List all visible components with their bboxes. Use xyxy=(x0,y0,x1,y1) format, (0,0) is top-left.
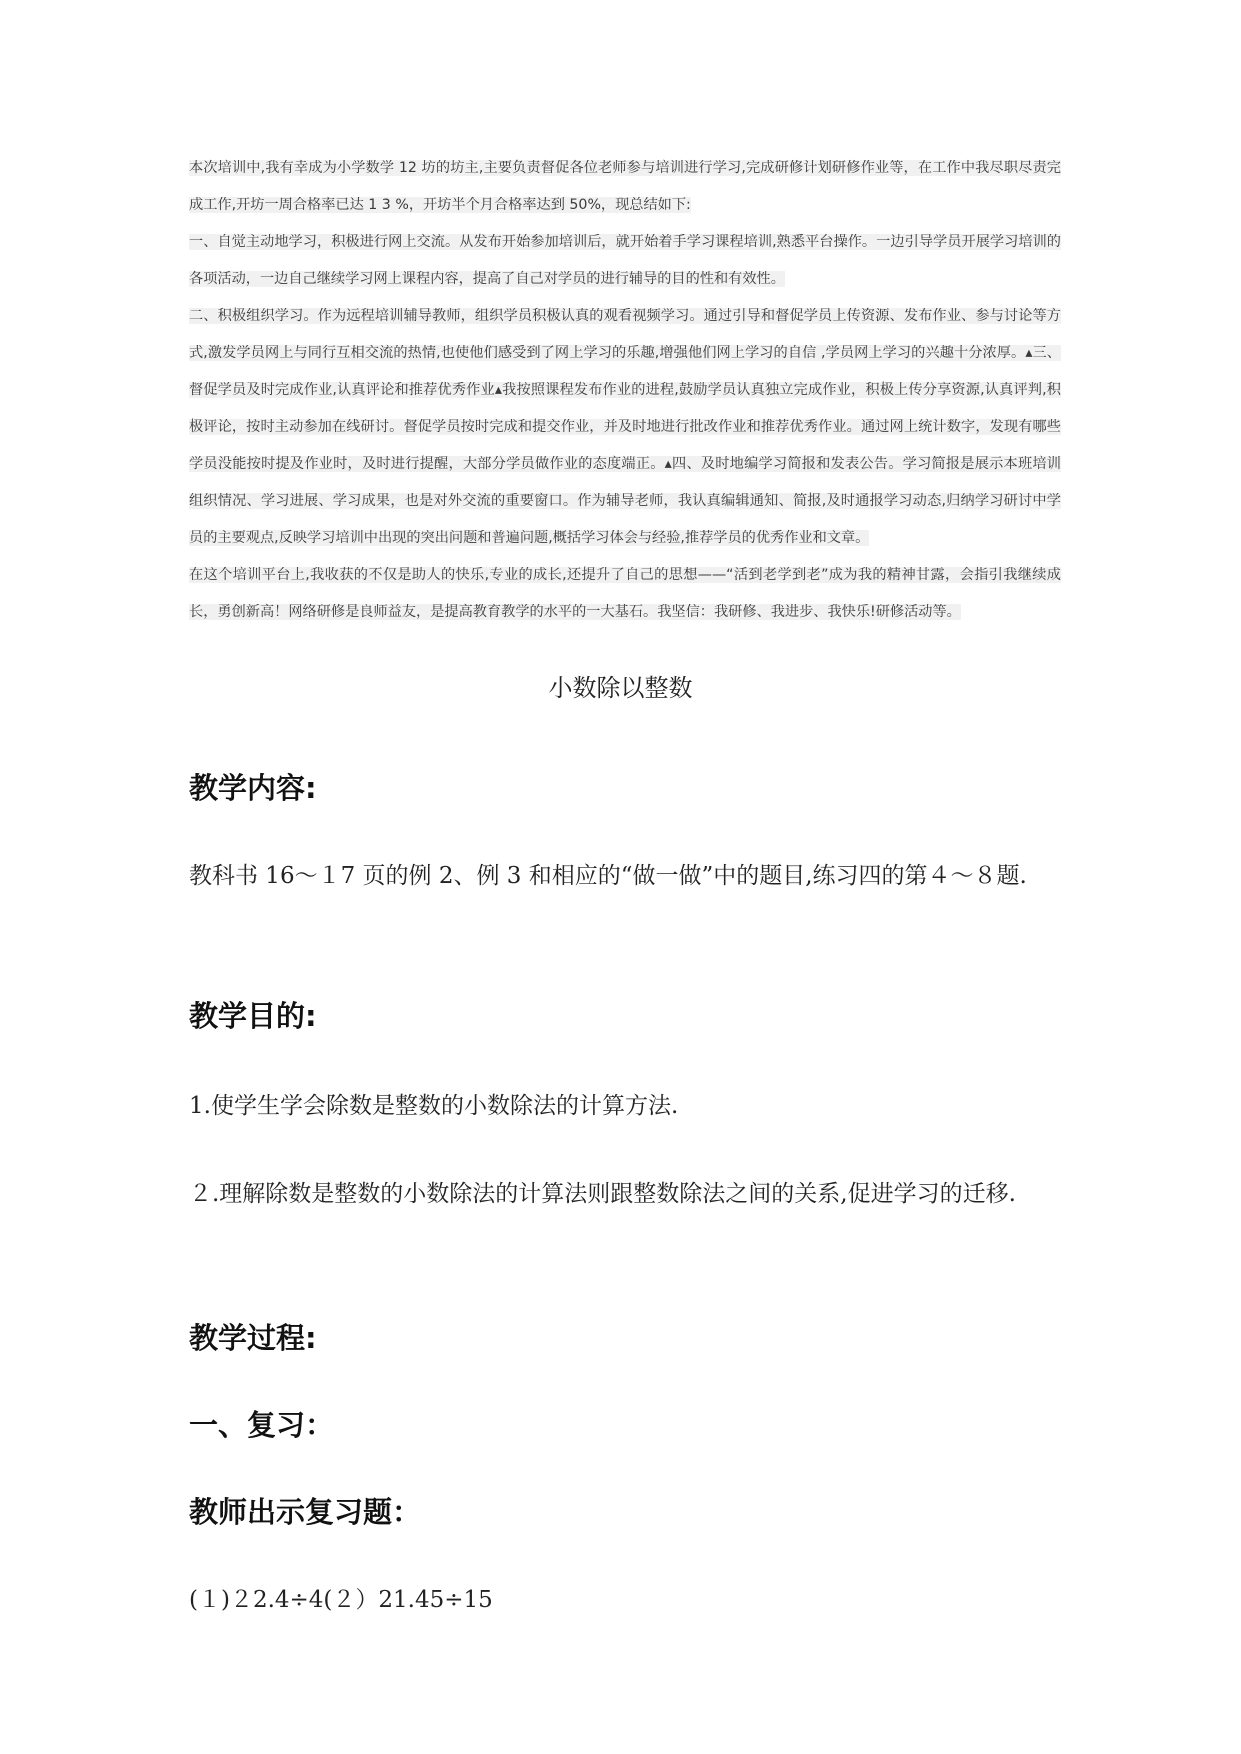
teaching-process-heading: 教学过程: xyxy=(189,1321,317,1355)
objective-1-text: 1.使学生学会除数是整数的小数除法的计算方法. xyxy=(189,1093,679,1119)
summary-paragraph xyxy=(189,224,1061,298)
teaching-content-text: 教科书 16～１7 页的例 2、例 3 和相应的“做一做”中的题目,练习四的第４～８题. xyxy=(189,863,1027,889)
teacher-review-questions-heading: 教师出示复习题： xyxy=(189,1495,422,1529)
review-exercise-text: (１)２2.4÷4(２）21.45÷15 xyxy=(189,1587,493,1613)
objective-2-text: ２.理解除数是整数的小数除法的计算法则跟整数除法之间的关系,促进学习的迁移. xyxy=(189,1181,1016,1207)
summary-paragraph xyxy=(189,298,1061,557)
summary-paragraph-text: 本次培训中,我有幸成为小学数学 12 坊的坊主,主要负责督促各位老师参与培训进行学习,完成研修计划研修作业等，在工作中我尽职尽责完成工作,开坊一周合格率已达 1 3 %，开坊半个月合格率达到 50%，现总结如下: xyxy=(189,160,1061,213)
summary-paragraph xyxy=(189,557,1061,631)
summary-paragraph xyxy=(189,150,1061,224)
summary-paragraph-text: 一、自觉主动地学习，积极进行网上交流。从发布开始参加培训后，就开始着手学习课程培训,熟悉平台操作。一边引导学员开展学习培训的各项活动，一边自己继续学习网上课程内容，提高了自己对学员的进行辅导的目的性和有效性。 xyxy=(189,234,1061,287)
review-heading: 一、复习： xyxy=(189,1408,335,1442)
teaching-purpose-heading: 教学目的: xyxy=(189,999,317,1033)
lesson-title: 小数除以整数 xyxy=(548,674,693,702)
summary-paragraph-text: 二、积极组织学习。作为远程培训辅导教师，组织学员积极认真的观看视频学习。通过引导和督促学员上传资源、发布作业、参与讨论等方式,激发学员网上与同行互相交流的热情,也使他们感受到了网上学习的乐趣,增强他们网上学习的自信 ,学员网上学习的兴趣十分浓厚。▴三、督促学员及时完成作业,认真评论和推荐优秀作业▴我按照课程发布作业的进程,鼓励学员认真独立完成作业，积极上传分享资源,认真评判,积极评论，按时主动参加在线研讨。督促学员按时完成和提交作业，并及时地进行批改作业和推荐优秀作业。通过网上统计数字，发现有哪些学员没能按时提及作业时，及时进行提醒，大部分学员做作业的态度端正。▴四、及时地编学习简报和发表公告。学习简报是展示本班培训组织情况、学习进展、学习成果，也是对外交流的重要窗口。作为辅导老师，我认真编辑通知、简报,及时通报学习动态,归纳学习研讨中学员的主要观点,反映学习培训中出现的突出问题和普遍问题,概括学习体会与经验,推荐学员的优秀作业和文章。 xyxy=(189,308,1061,546)
teaching-content-heading: 教学内容: xyxy=(189,771,317,805)
training-summary-block xyxy=(189,150,1061,631)
summary-paragraph-text: 在这个培训平台上,我收获的不仅是助人的快乐,专业的成长,还提升了自己的思想——“活到老学到老”成为我的精神甘露，会指引我继续成长，勇创新高！网络研修是良师益友，是提高教育教学的水平的一大基石。我坚信：我研修、我进步、我快乐!研修活动等。 xyxy=(189,567,1061,620)
